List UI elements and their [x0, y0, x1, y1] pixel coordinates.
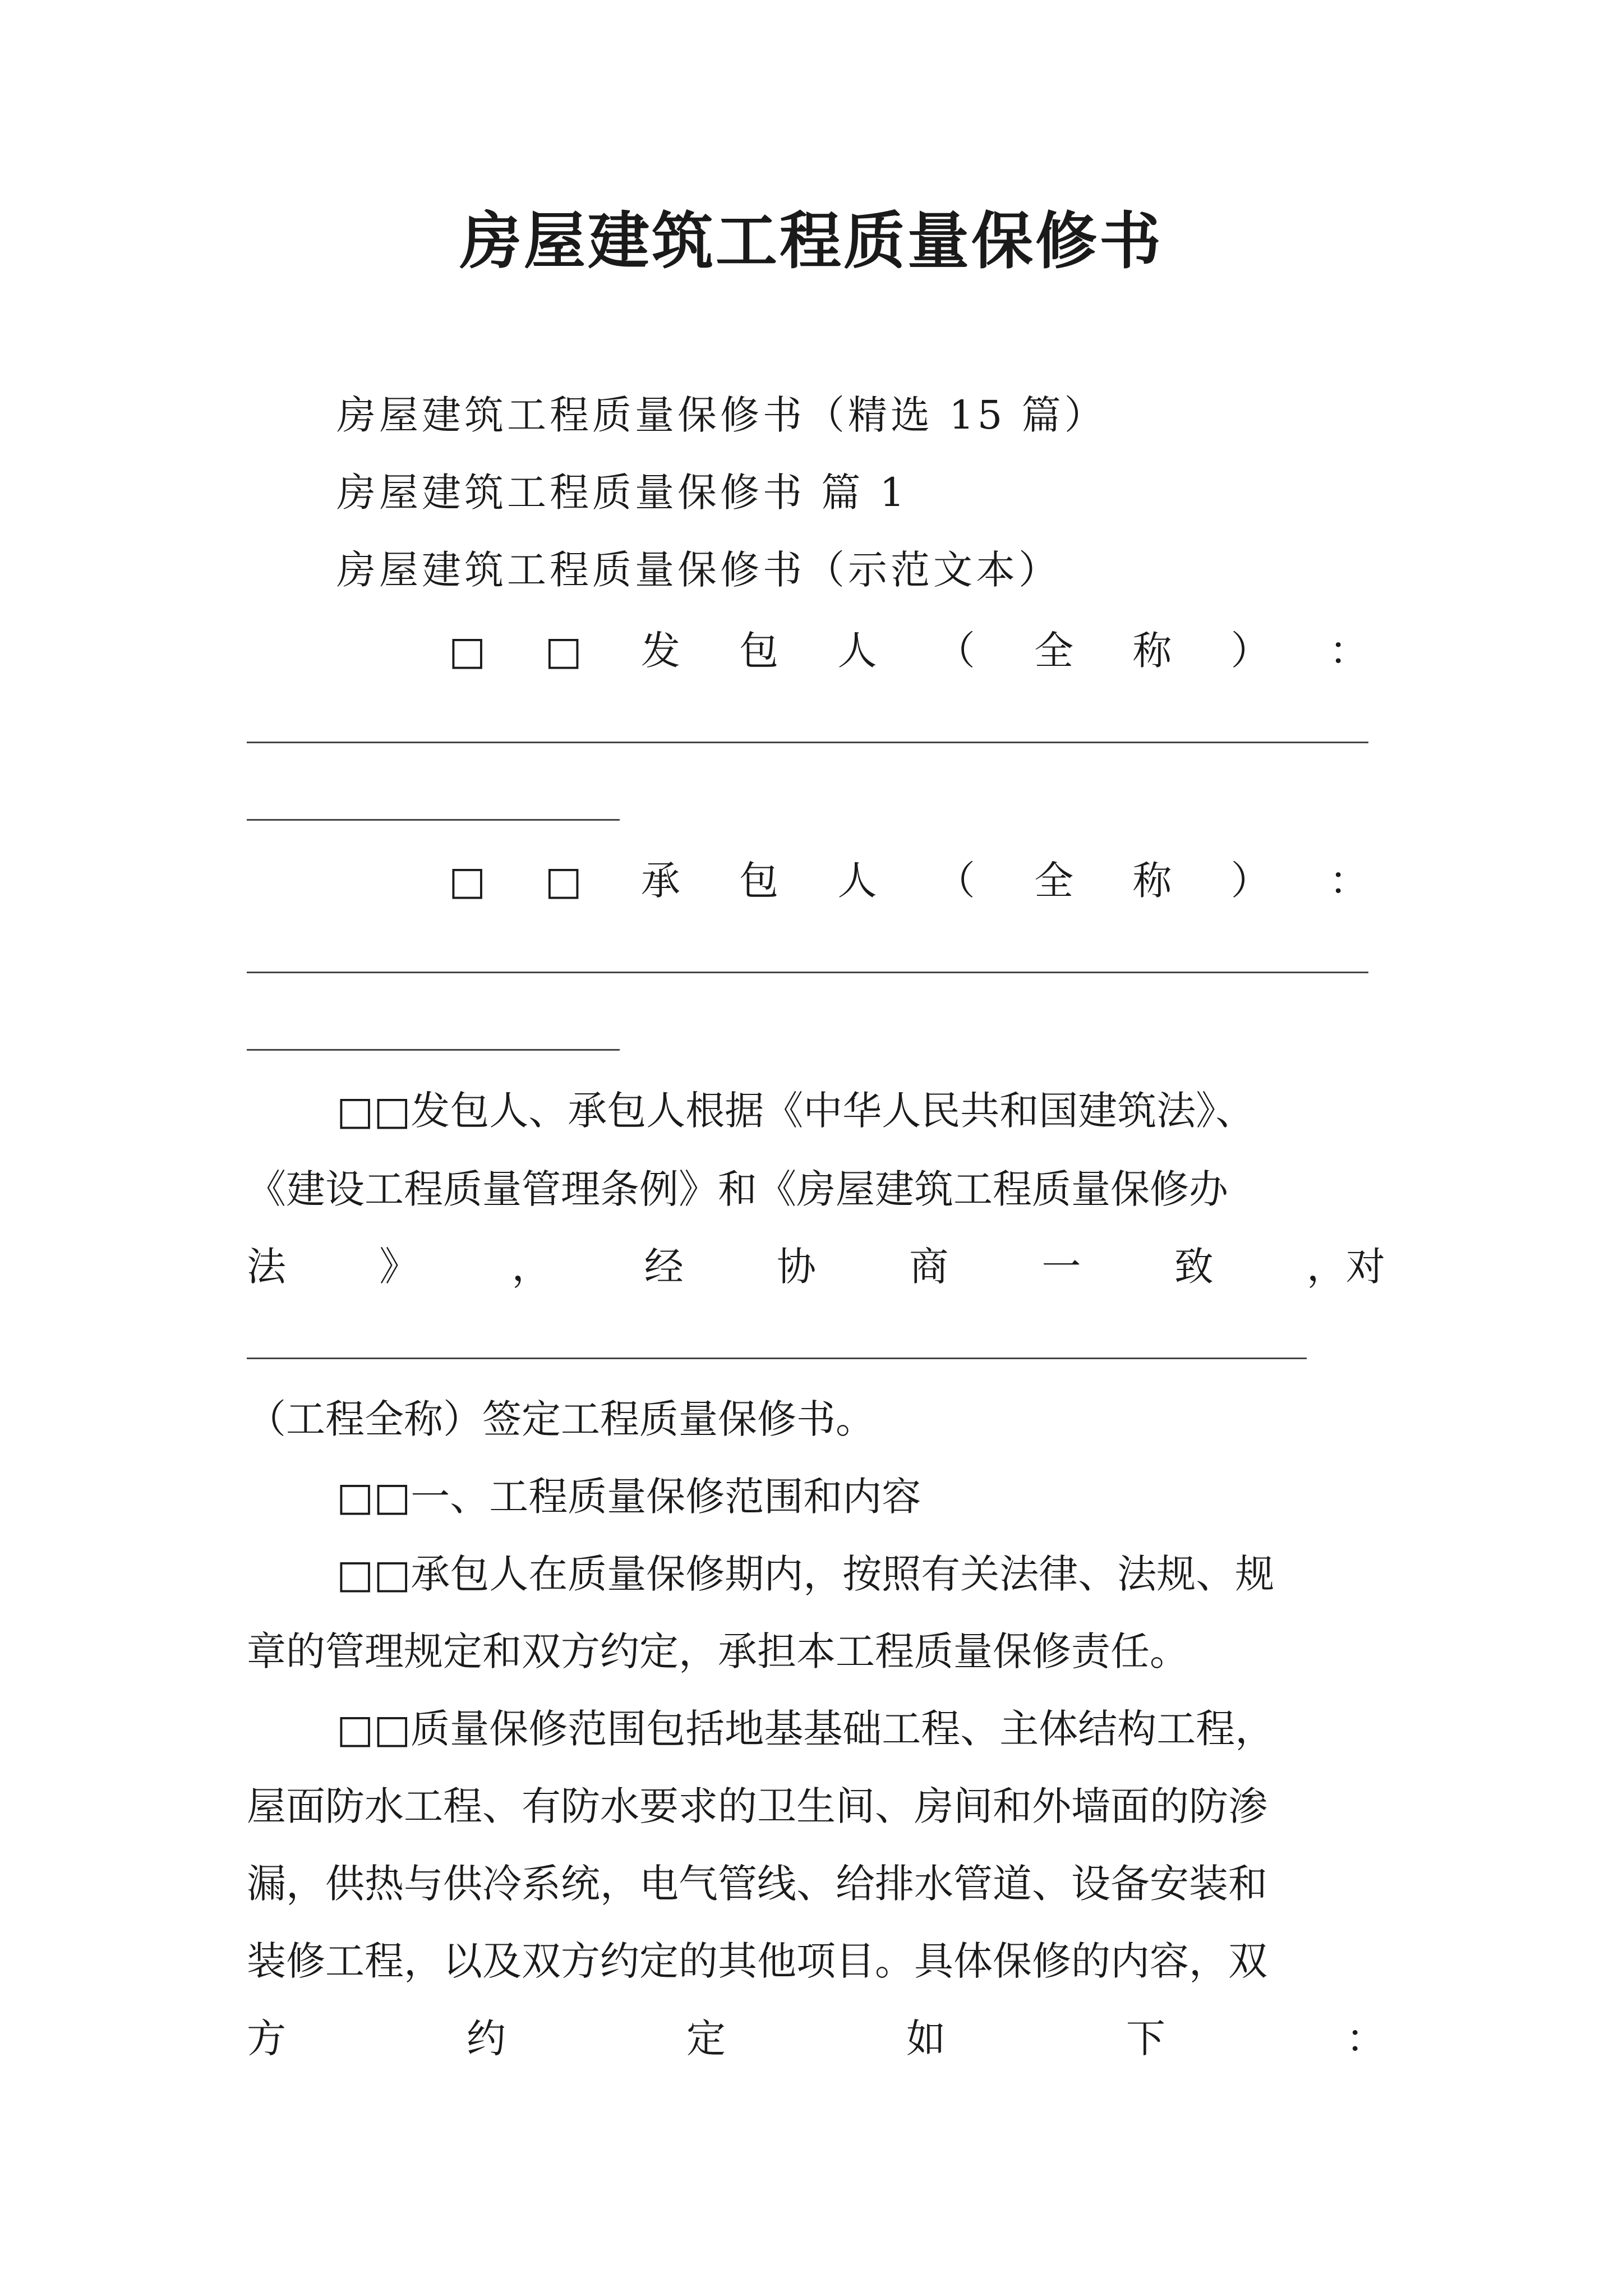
document-title: 房屋建筑工程质量保修书 [460, 205, 1163, 277]
employer-blank-line-1 [247, 742, 1368, 743]
scope-line-3: 漏，供热与供冷系统，电气管线、给排水管道、设备安装和 [247, 1861, 1267, 1907]
scope-line-4: 装修工程，以及双方约定的其他项目。具体保修的内容，双 [247, 1938, 1267, 1984]
checkbox-1: □ [449, 858, 486, 904]
char: ： [1329, 628, 1368, 674]
project-name-blank-line [247, 1358, 1307, 1359]
basis-line-4: （工程全称）签定工程质量保修书。 [247, 1396, 875, 1442]
char: ： [1329, 858, 1368, 904]
char: 人 [837, 628, 877, 674]
char: （ [935, 628, 975, 674]
contractor-label-line [449, 853, 1368, 909]
char: （ [935, 858, 975, 904]
char: 承 [640, 858, 680, 904]
char: 包 [739, 628, 779, 674]
checkbox-1: □ [449, 628, 486, 674]
responsibility-line-1: □□承包人在质量保修期内，按照有关法律、法规、规 [336, 1551, 1275, 1597]
char: ） [1230, 628, 1270, 674]
char: 全 [1034, 858, 1074, 904]
scope-line-1: □□质量保修范围包括地基基础工程、主体结构工程， [336, 1706, 1275, 1752]
scope-paragraph [247, 1701, 1385, 2067]
char: 包 [739, 858, 779, 904]
employer-blank-line-2 [247, 819, 620, 821]
char: 发 [640, 628, 680, 674]
basis-paragraph [247, 1083, 1385, 1295]
checkbox-2: □ [545, 858, 582, 904]
basis-line-1: □□发包人、承包人根据《中华人民共和国建筑法》、 [336, 1088, 1255, 1134]
char: 称 [1132, 628, 1172, 674]
char: ） [1230, 858, 1270, 904]
responsibility-paragraph [247, 1546, 1385, 1680]
scope-line-5: 方 约 定 如 下 ： [247, 2016, 1385, 2062]
char: 称 [1132, 858, 1172, 904]
subtitle-line-2: 房屋建筑工程质量保修书 篇 1 [336, 470, 909, 516]
scope-line-2: 屋面防水工程、有防水要求的卫生间、房间和外墙面的防渗 [247, 1783, 1267, 1829]
responsibility-line-2: 章的管理规定和双方约定，承担本工程质量保修责任。 [247, 1628, 1189, 1674]
char: 人 [837, 858, 877, 904]
contractor-blank-line-1 [247, 972, 1368, 973]
section-heading-1: □□一、工程质量保修范围和内容 [336, 1474, 921, 1520]
basis-line-3: 法 》 ， 经 协 商 一 致 ，对 [247, 1244, 1385, 1290]
char: 全 [1034, 628, 1074, 674]
employer-label-line [449, 623, 1368, 679]
checkbox-2: □ [545, 628, 582, 674]
subtitle-line-1: 房屋建筑工程质量保修书（精选 15 篇） [336, 392, 1107, 438]
basis-line-2: 《建设工程质量管理条例》和《房屋建筑工程质量保修办 [247, 1166, 1228, 1212]
subtitle-line-3: 房屋建筑工程质量保修书（示范文本） [336, 547, 1061, 593]
contractor-blank-line-2 [247, 1049, 620, 1051]
